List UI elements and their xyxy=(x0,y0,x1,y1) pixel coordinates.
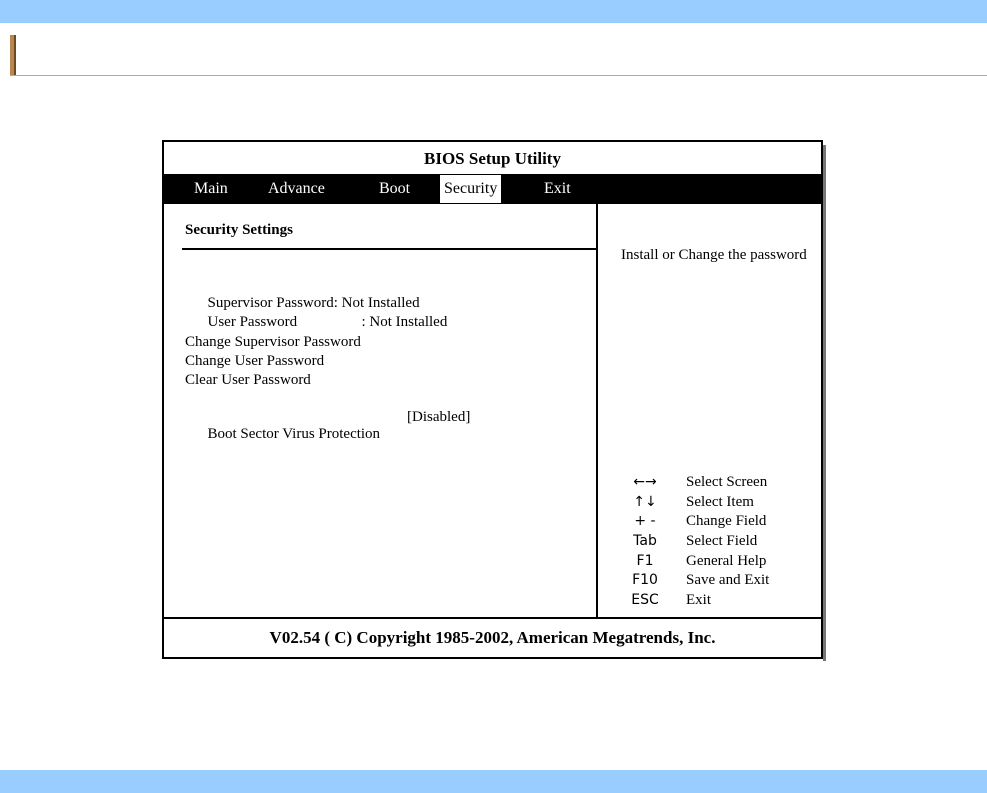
key-row xyxy=(618,592,818,612)
help-text: Install or Change the password xyxy=(621,247,807,263)
bios-window xyxy=(162,140,823,659)
section-divider xyxy=(10,75,987,76)
user-password-label: User Password xyxy=(207,314,298,330)
key-description: Exit xyxy=(686,592,711,609)
key-description: Select Item xyxy=(686,493,754,510)
key-description: Save and Exit xyxy=(686,572,770,589)
key-label: F10 xyxy=(632,572,658,589)
boot-sector-value[interactable]: [Disabled] xyxy=(407,409,471,425)
key-label: + - xyxy=(634,513,656,530)
settings-pane xyxy=(164,204,598,617)
supervisor-password-status: : Not Installed xyxy=(333,295,420,311)
key-label: Tab xyxy=(633,533,657,550)
bottom-band xyxy=(0,770,987,793)
tab-boot[interactable]: Boot xyxy=(379,180,411,197)
tab-advance[interactable]: Advance xyxy=(268,180,325,197)
key-label: ESC xyxy=(631,592,659,609)
key-row xyxy=(618,533,818,553)
help-pane xyxy=(598,204,821,617)
tab-exit[interactable]: Exit xyxy=(544,180,571,197)
clear-user-password-option[interactable]: Clear User Password xyxy=(185,372,311,388)
user-password-status: : Not Installed xyxy=(361,314,448,330)
change-user-password-option[interactable]: Change User Password xyxy=(185,353,325,369)
boot-sector-label: Boot Sector Virus Protection xyxy=(207,426,381,442)
key-row xyxy=(618,513,818,533)
key-row xyxy=(618,494,818,514)
menu-bar xyxy=(164,174,821,204)
key-description: Change Field xyxy=(686,513,767,530)
supervisor-password-label: Supervisor Password xyxy=(207,295,334,311)
tab-security[interactable]: Security xyxy=(439,174,502,204)
heading-divider xyxy=(182,248,596,250)
boot-sector-virus-protection-option[interactable] xyxy=(185,409,565,477)
key-legend xyxy=(618,474,818,612)
section-title: Security Settings xyxy=(185,222,293,238)
left-right-arrows-icon: ←→ xyxy=(633,474,657,490)
change-supervisor-password-option[interactable]: Change Supervisor Password xyxy=(185,334,361,350)
top-band xyxy=(0,0,987,23)
key-label: F1 xyxy=(636,552,654,569)
bios-title: BIOS Setup Utility xyxy=(424,149,561,168)
key-description: Select Screen xyxy=(686,474,768,490)
key-row xyxy=(618,474,818,494)
up-down-arrows-icon: ↑↓ xyxy=(633,493,657,510)
tab-main[interactable]: Main xyxy=(194,180,228,197)
key-row xyxy=(618,572,818,592)
section-accent-bar xyxy=(10,35,16,75)
copyright-footer: V02.54 ( C) Copyright 1985-2002, American Megatrends, Inc. xyxy=(164,617,821,657)
key-description: General Help xyxy=(686,552,767,569)
key-row xyxy=(618,553,818,573)
key-description: Select Field xyxy=(686,533,758,550)
